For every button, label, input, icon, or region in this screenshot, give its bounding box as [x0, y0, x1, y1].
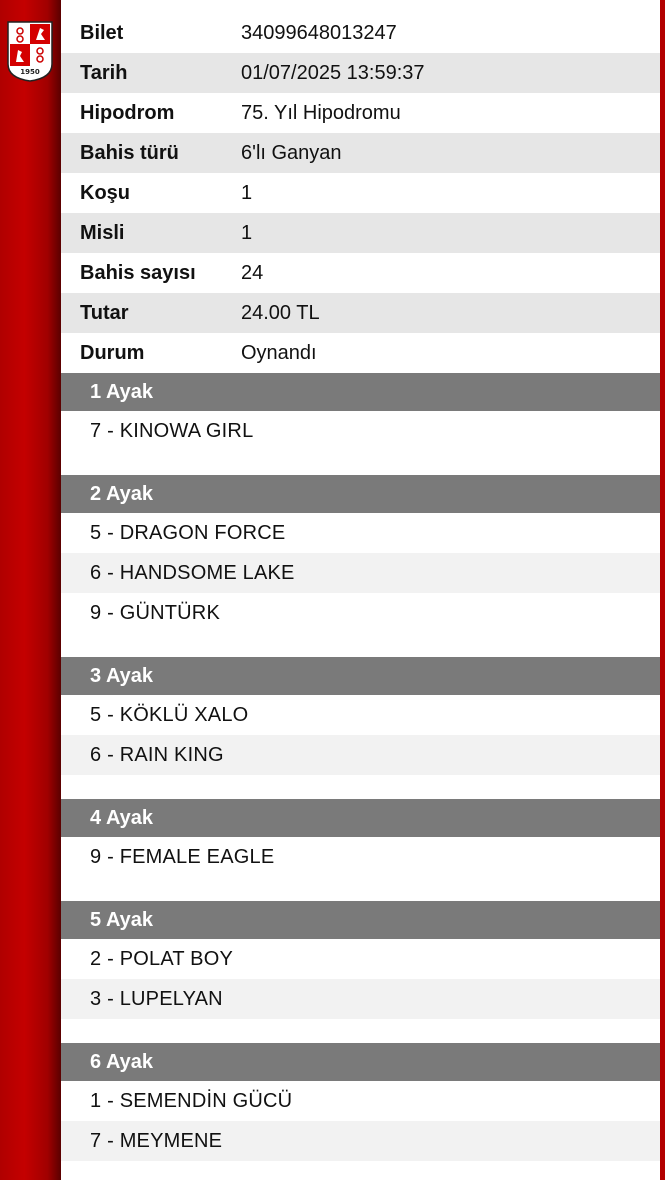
leg-section — [61, 1043, 660, 1180]
horse-item: 7 - MEYMENE — [61, 1121, 660, 1161]
info-value: 01/07/2025 13:59:37 — [241, 61, 425, 84]
info-label: Misli — [80, 221, 125, 244]
info-row — [61, 253, 660, 293]
info-value: 6'lı Ganyan — [241, 141, 342, 164]
leg-section — [61, 475, 660, 657]
leg-spacer — [61, 633, 660, 657]
leg-header: 5 Ayak — [61, 901, 660, 939]
info-label: Bilet — [80, 21, 124, 44]
horse-item: 3 - LUPELYAN — [61, 979, 660, 1019]
leg-section — [61, 799, 660, 901]
info-label: Bahis türü — [80, 141, 179, 164]
legs-list — [61, 373, 660, 1180]
horse-item: 5 - KÖKLÜ XALO — [90, 703, 249, 726]
leg-horse-list — [61, 939, 660, 1019]
info-value: 24.00 TL — [241, 301, 320, 324]
horse-item: 1 - SEMENDİN GÜCÜ — [90, 1089, 293, 1112]
leg-section — [61, 901, 660, 1043]
leg-spacer — [61, 451, 660, 475]
leg-spacer — [61, 877, 660, 901]
info-label: Durum — [80, 341, 145, 364]
club-logo-icon — [6, 20, 54, 82]
leg-horse-list — [61, 837, 660, 877]
info-label: Hipodrom — [80, 101, 175, 124]
leg-header: 3 Ayak — [61, 657, 660, 695]
leg-spacer — [61, 1161, 660, 1180]
info-row — [61, 53, 660, 93]
info-row — [61, 133, 660, 173]
info-value: 1 — [241, 221, 253, 244]
info-label: Bahis sayısı — [80, 261, 196, 284]
leg-section — [61, 657, 660, 799]
info-row — [61, 13, 660, 53]
horse-item: 7 - KINOWA GIRL — [90, 419, 254, 442]
svg-text:1950: 1950 — [20, 68, 40, 76]
leg-spacer — [61, 775, 660, 799]
sidebar — [0, 0, 61, 1180]
info-row — [61, 293, 660, 333]
leg-horse-list — [61, 1081, 660, 1161]
horse-item: 9 - GÜNTÜRK — [90, 601, 220, 624]
horse-item: 6 - RAIN KING — [61, 735, 660, 775]
info-value: 75. Yıl Hipodromu — [241, 101, 401, 124]
ticket-detail — [61, 13, 660, 1180]
leg-header: 1 Ayak — [61, 373, 660, 411]
info-value: 24 — [241, 261, 264, 284]
leg-section — [61, 373, 660, 475]
horse-item: 5 - DRAGON FORCE — [90, 521, 286, 544]
leg-horse-list — [61, 411, 660, 451]
leg-horse-list — [61, 513, 660, 633]
info-row — [61, 333, 660, 373]
leg-header: 4 Ayak — [61, 799, 660, 837]
info-value: Oynandı — [241, 341, 317, 364]
horse-item: 6 - HANDSOME LAKE — [61, 553, 660, 593]
info-row — [61, 173, 660, 213]
leg-horse-list — [61, 695, 660, 775]
info-row — [61, 213, 660, 253]
info-row — [61, 93, 660, 133]
info-label: Tutar — [80, 301, 129, 324]
horse-item: 9 - FEMALE EAGLE — [90, 845, 275, 868]
right-edge-bar — [660, 0, 665, 1180]
info-value: 1 — [241, 181, 253, 204]
info-label: Koşu — [80, 181, 130, 204]
leg-spacer — [61, 1019, 660, 1043]
info-label: Tarih — [80, 61, 128, 84]
ticket-info-table — [61, 13, 660, 373]
horse-item: 2 - POLAT BOY — [90, 947, 234, 970]
leg-header: 2 Ayak — [61, 475, 660, 513]
info-value: 34099648013247 — [241, 21, 397, 44]
leg-header: 6 Ayak — [61, 1043, 660, 1081]
